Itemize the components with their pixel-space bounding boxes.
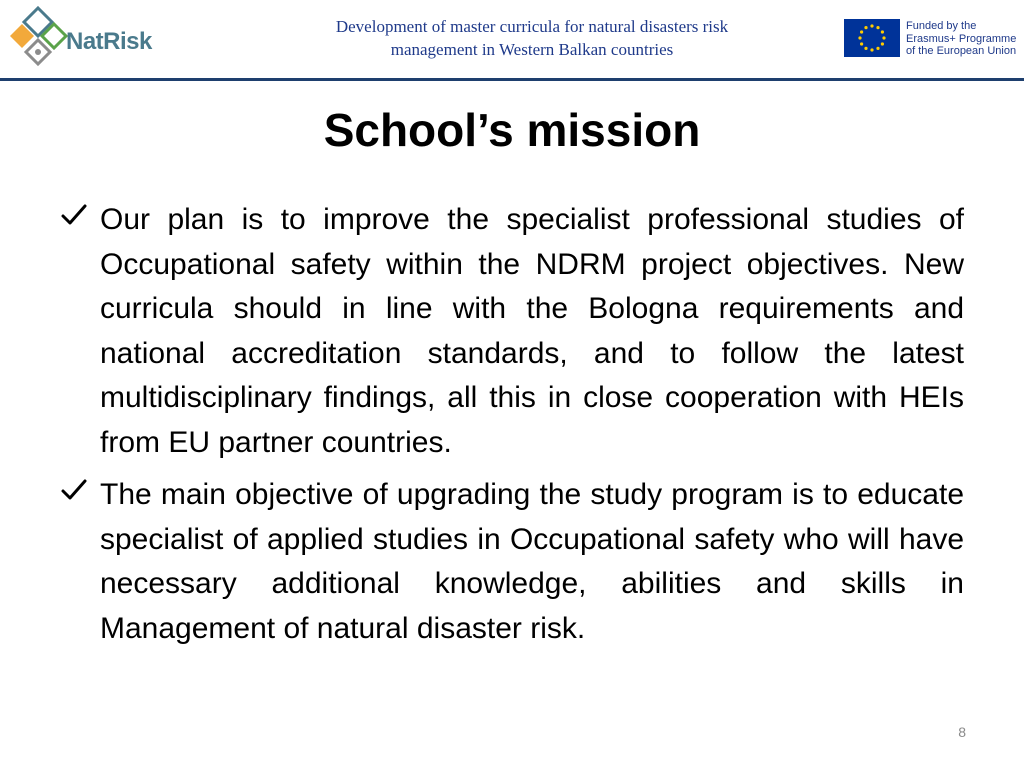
bullet-text: The main objective of upgrading the study program is to educate specialist of applied studies in Occupational safety who will have necessary additional knowledge, abilities and skills in Management of natural disaster risk. [100,478,964,645]
natrisk-diamond-icon [8,6,68,70]
logo-text: NatRisk [66,28,152,55]
header-title-line2: management in Western Balkan countries [390,40,674,59]
eu-text-line2: Erasmus+ Programme [906,32,1017,45]
checkmark-icon [60,201,88,229]
eu-flag-icon [844,19,900,57]
bullet-text: Our plan is to improve the specialist professional studies of Occupational safety within the NDRM project objectives. New curricula should in line with the Bologna requirements and national accreditation standards, and to follow the latest multidisciplinary findings, all this in close cooperation with HEIs from EU partner countries. [100,203,964,459]
eu-funding-text [906,20,1016,58]
header-title [252,15,812,61]
natrisk-logo [8,6,160,70]
eu-text-line1: Funded by the [906,20,977,32]
slide-title: School’s mission [323,104,701,156]
header-divider [0,78,1024,81]
bullet-list [60,198,964,659]
eu-text-line3: of the European Union [906,45,1017,57]
bullet-item [60,198,964,465]
header-title-line1: Development of master curricula for natural disasters risk [335,17,729,36]
page-number: 8 [958,724,966,740]
header [0,0,1024,80]
bullet-item [60,473,964,651]
checkmark-icon [60,476,88,504]
